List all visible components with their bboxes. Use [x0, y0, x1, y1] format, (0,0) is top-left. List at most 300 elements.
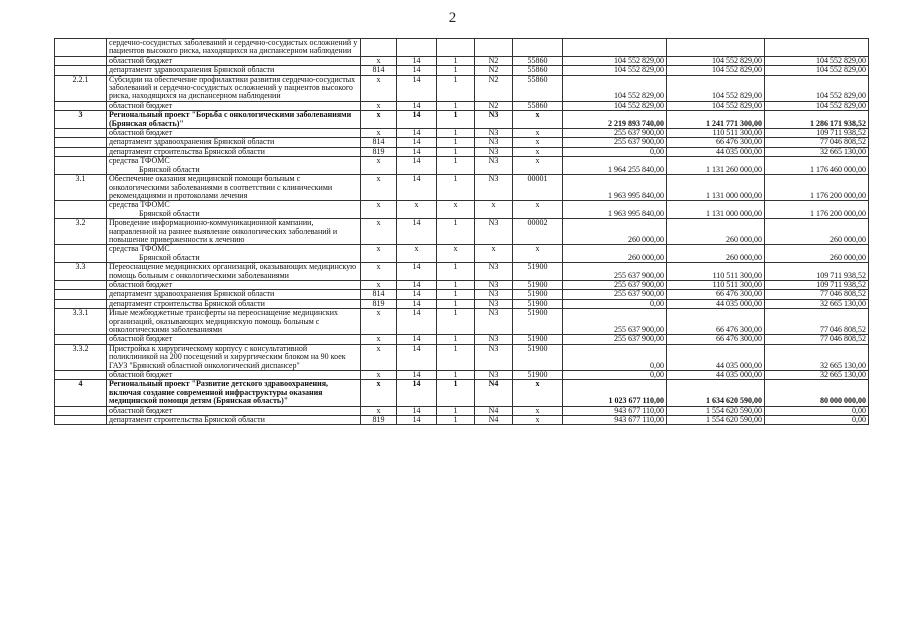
amount-year-2: 66 476 300,00 — [667, 309, 765, 335]
subsection-code: 1 — [437, 371, 475, 380]
table-row — [55, 101, 869, 110]
amount-year-2: 110 511 300,00 — [667, 129, 765, 138]
section-code: 14 — [397, 147, 437, 156]
section-code: 14 — [397, 380, 437, 406]
expense-direction-code: x — [513, 416, 563, 425]
item-name-text: средства ТФОМС — [109, 200, 170, 210]
amount-year-2: 1 554 620 590,00 — [667, 416, 765, 425]
item-name — [107, 309, 361, 335]
grbs-code: x — [361, 101, 397, 110]
item-name — [107, 371, 361, 380]
expense-direction-code: 51900 — [513, 299, 563, 308]
item-name — [107, 406, 361, 415]
amount-year-2: 1 131 260 000,00 — [667, 157, 765, 175]
table-row — [55, 219, 869, 245]
amount-year-3: 32 665 130,00 — [765, 299, 869, 308]
target-program-code: N3 — [475, 290, 513, 299]
expense-direction-code: 51900 — [513, 290, 563, 299]
amount-year-3: 104 552 829,00 — [765, 66, 869, 75]
target-program-code: N3 — [475, 219, 513, 245]
row-number — [55, 66, 107, 75]
subsection-code: 1 — [437, 101, 475, 110]
amount-year-3: 32 665 130,00 — [765, 344, 869, 370]
amount-year-3: 260 000,00 — [765, 245, 869, 263]
item-name-text: департамент строительства Брянской области — [109, 415, 265, 425]
item-name — [107, 201, 361, 219]
item-name-text: Иные межбюджетные трансферты на переоснащение медицинских организаций, оказывающих медицинскую помощь больным с онкологическими заболеваниями — [109, 308, 339, 334]
amount-year-3: 0,00 — [765, 406, 869, 415]
item-name — [107, 245, 361, 263]
amount-year-1: 255 637 900,00 — [563, 263, 667, 281]
table-row — [55, 147, 869, 156]
target-program-code: N4 — [475, 406, 513, 415]
expense-direction-code — [513, 39, 563, 57]
page-number: 2 — [448, 10, 457, 26]
table-row — [55, 245, 869, 263]
table-row — [55, 138, 869, 147]
subsection-code: 1 — [437, 66, 475, 75]
subsection-code: 1 — [437, 280, 475, 289]
grbs-code: x — [361, 280, 397, 289]
subsection-code: 1 — [437, 263, 475, 281]
item-name-text: областной бюджет — [109, 370, 173, 380]
target-program-code: N3 — [475, 280, 513, 289]
item-name-text: Региональный проект "Развитие детского здравоохранения, включая создание современной инфраструктуры оказания медицинской помощи детям (Брянская область)" — [109, 379, 329, 406]
grbs-code: x — [361, 56, 397, 65]
item-name-text: департамент здравоохранения Брянской области — [109, 289, 275, 299]
item-name — [107, 335, 361, 344]
row-number — [55, 129, 107, 138]
item-name — [107, 129, 361, 138]
grbs-code: x — [361, 201, 397, 219]
subsection-code: 1 — [437, 147, 475, 156]
expense-direction-code: 55860 — [513, 56, 563, 65]
section-code: 14 — [397, 138, 437, 147]
item-name-text: департамент здравоохранения Брянской области — [109, 137, 275, 147]
amount-year-1: 255 637 900,00 — [563, 290, 667, 299]
item-name-text: областной бюджет — [109, 128, 173, 138]
amount-year-1: 0,00 — [563, 344, 667, 370]
item-name-text: областной бюджет — [109, 406, 173, 415]
section-code: 14 — [397, 280, 437, 289]
row-number: 4 — [55, 380, 107, 406]
section-code: 14 — [397, 101, 437, 110]
table-row — [55, 111, 869, 129]
section-code: x — [397, 201, 437, 219]
amount-year-3: 1 176 200 000,00 — [765, 201, 869, 219]
row-number — [55, 56, 107, 65]
target-program-code: N2 — [475, 66, 513, 75]
target-program-code: N3 — [475, 111, 513, 129]
target-program-code: N3 — [475, 335, 513, 344]
grbs-code: x — [361, 371, 397, 380]
table-row — [55, 380, 869, 406]
target-program-code: x — [475, 201, 513, 219]
item-name — [107, 175, 361, 201]
target-program-code — [475, 39, 513, 57]
item-name-text: департамент здравоохранения Брянской области — [109, 65, 275, 75]
amount-year-3: 1 176 200 000,00 — [765, 175, 869, 201]
item-name-text: областной бюджет — [109, 280, 173, 289]
item-name-text: сердечно-сосудистых заболеваний и сердечно-сосудистых осложнений у пациентов высокого риска, находящихся на диспансерном наблюдении — [109, 38, 358, 56]
target-program-code: N3 — [475, 157, 513, 175]
table-row — [55, 201, 869, 219]
section-code: 14 — [397, 56, 437, 65]
target-program-code: N3 — [475, 129, 513, 138]
item-name-subtext: Брянской области — [139, 164, 200, 174]
amount-year-3: 109 711 938,52 — [765, 263, 869, 281]
section-code: 14 — [397, 66, 437, 75]
target-program-code: N4 — [475, 416, 513, 425]
row-number — [55, 416, 107, 425]
amount-year-3: 77 046 808,52 — [765, 138, 869, 147]
expense-direction-code: x — [513, 138, 563, 147]
item-name — [107, 147, 361, 156]
row-number: 3 — [55, 111, 107, 129]
table-row — [55, 335, 869, 344]
subsection-code: 1 — [437, 299, 475, 308]
amount-year-1: 1 023 677 110,00 — [563, 380, 667, 406]
subsection-code: 1 — [437, 335, 475, 344]
amount-year-1: 255 637 900,00 — [563, 129, 667, 138]
grbs-code: x — [361, 245, 397, 263]
grbs-code: x — [361, 75, 397, 101]
grbs-code: x — [361, 129, 397, 138]
target-program-code: N3 — [475, 371, 513, 380]
budget-table — [54, 38, 869, 425]
expense-direction-code: 51900 — [513, 335, 563, 344]
expense-direction-code: 00001 — [513, 175, 563, 201]
amount-year-1: 255 637 900,00 — [563, 280, 667, 289]
grbs-code: x — [361, 157, 397, 175]
row-number — [55, 299, 107, 308]
item-name — [107, 380, 361, 406]
target-program-code: N3 — [475, 138, 513, 147]
item-name — [107, 344, 361, 370]
expense-direction-code: x — [513, 380, 563, 406]
subsection-code: x — [437, 245, 475, 263]
section-code: 14 — [397, 406, 437, 415]
amount-year-2: 104 552 829,00 — [667, 101, 765, 110]
table-row — [55, 66, 869, 75]
amount-year-3: 80 000 000,00 — [765, 380, 869, 406]
expense-direction-code: x — [513, 129, 563, 138]
subsection-code: 1 — [437, 56, 475, 65]
amount-year-1 — [563, 39, 667, 57]
amount-year-3: 0,00 — [765, 416, 869, 425]
amount-year-2: 1 241 771 300,00 — [667, 111, 765, 129]
row-number: 3.3 — [55, 263, 107, 281]
item-name — [107, 75, 361, 101]
expense-direction-code: 00002 — [513, 219, 563, 245]
item-name — [107, 280, 361, 289]
amount-year-1: 104 552 829,00 — [563, 75, 667, 101]
amount-year-2: 44 035 000,00 — [667, 371, 765, 380]
table-row — [55, 75, 869, 101]
amount-year-2: 110 511 300,00 — [667, 280, 765, 289]
subsection-code: 1 — [437, 344, 475, 370]
item-name-text: Обеспечение оказания медицинской помощи больным с онкологическими заболеваниями в соответствии с клиническими рекомендациями и протоколами лечения — [109, 174, 333, 200]
amount-year-3: 1 286 171 938,52 — [765, 111, 869, 129]
grbs-code: x — [361, 111, 397, 129]
subsection-code: 1 — [437, 138, 475, 147]
amount-year-3: 260 000,00 — [765, 219, 869, 245]
grbs-code: 814 — [361, 138, 397, 147]
amount-year-2 — [667, 39, 765, 57]
target-program-code: N3 — [475, 263, 513, 281]
row-number: 3.3.1 — [55, 309, 107, 335]
subsection-code: 1 — [437, 129, 475, 138]
table-row — [55, 344, 869, 370]
section-code: 14 — [397, 335, 437, 344]
section-code — [397, 39, 437, 57]
section-code: 14 — [397, 219, 437, 245]
section-code: 14 — [397, 344, 437, 370]
grbs-code: 814 — [361, 290, 397, 299]
section-code: 14 — [397, 129, 437, 138]
amount-year-1: 260 000,00 — [563, 245, 667, 263]
section-code: 14 — [397, 111, 437, 129]
item-name — [107, 290, 361, 299]
grbs-code: x — [361, 344, 397, 370]
grbs-code: 819 — [361, 147, 397, 156]
expense-direction-code: 51900 — [513, 280, 563, 289]
amount-year-2: 66 476 300,00 — [667, 335, 765, 344]
row-number — [55, 157, 107, 175]
amount-year-3: 32 665 130,00 — [765, 371, 869, 380]
table-row — [55, 309, 869, 335]
subsection-code: 1 — [437, 309, 475, 335]
amount-year-3: 1 176 460 000,00 — [765, 157, 869, 175]
section-code: 14 — [397, 309, 437, 335]
amount-year-1: 2 219 893 740,00 — [563, 111, 667, 129]
grbs-code: x — [361, 175, 397, 201]
amount-year-1: 1 963 995 840,00 — [563, 201, 667, 219]
grbs-code: 814 — [361, 66, 397, 75]
section-code: 14 — [397, 416, 437, 425]
amount-year-2: 104 552 829,00 — [667, 66, 765, 75]
expense-direction-code: x — [513, 201, 563, 219]
target-program-code: N3 — [475, 147, 513, 156]
amount-year-3: 77 046 808,52 — [765, 290, 869, 299]
row-number — [55, 371, 107, 380]
target-program-code: N4 — [475, 380, 513, 406]
item-name-text: департамент строительства Брянской области — [109, 299, 265, 308]
row-number — [55, 147, 107, 156]
target-program-code: N2 — [475, 75, 513, 101]
row-number — [55, 138, 107, 147]
subsection-code: 1 — [437, 290, 475, 299]
item-name-text: Региональный проект "Борьба с онкологическими заболеваниями (Брянская область)" — [109, 110, 352, 128]
row-number: 3.2 — [55, 219, 107, 245]
table-row — [55, 280, 869, 289]
amount-year-3: 32 665 130,00 — [765, 147, 869, 156]
item-name — [107, 219, 361, 245]
amount-year-1: 255 637 900,00 — [563, 335, 667, 344]
subsection-code: 1 — [437, 219, 475, 245]
target-program-code: N2 — [475, 101, 513, 110]
expense-direction-code: 55860 — [513, 66, 563, 75]
table-row — [55, 290, 869, 299]
section-code: 14 — [397, 299, 437, 308]
amount-year-2: 110 511 300,00 — [667, 263, 765, 281]
amount-year-2: 66 476 300,00 — [667, 290, 765, 299]
item-name-text: средства ТФОМС — [109, 156, 170, 166]
item-name-text: областной бюджет — [109, 101, 173, 110]
row-number — [55, 335, 107, 344]
amount-year-1: 104 552 829,00 — [563, 56, 667, 65]
row-number — [55, 245, 107, 263]
row-number — [55, 201, 107, 219]
table-row — [55, 371, 869, 380]
item-name-subtext: Брянской области — [139, 208, 200, 218]
expense-direction-code: 55860 — [513, 101, 563, 110]
item-name-text: департамент строительства Брянской области — [109, 147, 265, 156]
expense-direction-code: 51900 — [513, 371, 563, 380]
row-number — [55, 406, 107, 415]
item-name — [107, 299, 361, 308]
expense-direction-code: x — [513, 147, 563, 156]
item-name — [107, 138, 361, 147]
grbs-code — [361, 39, 397, 57]
amount-year-3: 77 046 808,52 — [765, 309, 869, 335]
expense-direction-code: x — [513, 111, 563, 129]
subsection-code: x — [437, 201, 475, 219]
grbs-code: x — [361, 263, 397, 281]
expense-direction-code: 51900 — [513, 309, 563, 335]
section-code: 14 — [397, 290, 437, 299]
table-row — [55, 406, 869, 415]
amount-year-2: 1 634 620 590,00 — [667, 380, 765, 406]
amount-year-1: 104 552 829,00 — [563, 66, 667, 75]
item-name-text: областной бюджет — [109, 56, 173, 65]
target-program-code: N2 — [475, 56, 513, 65]
subsection-code: 1 — [437, 75, 475, 101]
amount-year-1: 943 677 110,00 — [563, 406, 667, 415]
target-program-code: N3 — [475, 309, 513, 335]
amount-year-3: 109 711 938,52 — [765, 129, 869, 138]
amount-year-2: 44 035 000,00 — [667, 344, 765, 370]
row-number: 3.3.2 — [55, 344, 107, 370]
item-name-text: областной бюджет — [109, 334, 173, 344]
table-row — [55, 56, 869, 65]
expense-direction-code: x — [513, 157, 563, 175]
item-name — [107, 111, 361, 129]
item-name-text: средства ТФОМС — [109, 244, 170, 254]
target-program-code: N3 — [475, 344, 513, 370]
table-row — [55, 263, 869, 281]
expense-direction-code: 51900 — [513, 263, 563, 281]
amount-year-2: 1 554 620 590,00 — [667, 406, 765, 415]
grbs-code: x — [361, 219, 397, 245]
target-program-code: x — [475, 245, 513, 263]
expense-direction-code: 51900 — [513, 344, 563, 370]
item-name — [107, 101, 361, 110]
amount-year-3: 109 711 938,52 — [765, 280, 869, 289]
grbs-code: 819 — [361, 416, 397, 425]
table-row — [55, 39, 869, 57]
item-name — [107, 416, 361, 425]
section-code: 14 — [397, 157, 437, 175]
amount-year-1: 0,00 — [563, 147, 667, 156]
amount-year-3: 104 552 829,00 — [765, 56, 869, 65]
grbs-code: 819 — [361, 299, 397, 308]
amount-year-3: 104 552 829,00 — [765, 75, 869, 101]
subsection-code: 1 — [437, 406, 475, 415]
grbs-code: x — [361, 380, 397, 406]
amount-year-2: 104 552 829,00 — [667, 56, 765, 65]
amount-year-2: 44 035 000,00 — [667, 299, 765, 308]
table-row — [55, 175, 869, 201]
expense-direction-code: 55860 — [513, 75, 563, 101]
amount-year-2: 1 131 000 000,00 — [667, 201, 765, 219]
subsection-code: 1 — [437, 157, 475, 175]
amount-year-2: 1 131 000 000,00 — [667, 175, 765, 201]
section-code: 14 — [397, 371, 437, 380]
subsection-code — [437, 39, 475, 57]
section-code: 14 — [397, 263, 437, 281]
row-number: 2.2.1 — [55, 75, 107, 101]
item-name — [107, 157, 361, 175]
row-number — [55, 290, 107, 299]
row-number — [55, 39, 107, 57]
amount-year-1: 0,00 — [563, 299, 667, 308]
item-name — [107, 56, 361, 65]
item-name-text: Пристройка к хирургическому корпусу с консультативной поликлиникой на 200 посещений и хирургическим блоком на 90 коек ГАУЗ "Брянский областной онкологический диспансер" — [109, 344, 346, 370]
row-number — [55, 280, 107, 289]
table-row — [55, 416, 869, 425]
amount-year-3: 104 552 829,00 — [765, 101, 869, 110]
amount-year-1: 943 677 110,00 — [563, 416, 667, 425]
grbs-code: x — [361, 406, 397, 415]
section-code: 14 — [397, 175, 437, 201]
subsection-code: 1 — [437, 111, 475, 129]
amount-year-1: 1 964 255 840,00 — [563, 157, 667, 175]
subsection-code: 1 — [437, 175, 475, 201]
amount-year-1: 104 552 829,00 — [563, 101, 667, 110]
item-name — [107, 39, 361, 57]
item-name — [107, 263, 361, 281]
amount-year-2: 260 000,00 — [667, 245, 765, 263]
expense-direction-code: x — [513, 406, 563, 415]
table-row — [55, 129, 869, 138]
subsection-code: 1 — [437, 416, 475, 425]
grbs-code: x — [361, 309, 397, 335]
section-code: x — [397, 245, 437, 263]
item-name — [107, 66, 361, 75]
item-name-text: Проведение информационно-коммуникационной кампании, направленной на раннее выявление онкологических заболеваний и повышение приверженности к лечению — [109, 218, 338, 244]
amount-year-1: 0,00 — [563, 371, 667, 380]
expense-direction-code: x — [513, 245, 563, 263]
amount-year-2: 44 035 000,00 — [667, 147, 765, 156]
target-program-code: N3 — [475, 175, 513, 201]
section-code: 14 — [397, 75, 437, 101]
item-name-text: Переоснащение медицинских организаций, оказывающих медицинскую помощь больным с онкологическими заболеваниями — [109, 262, 357, 280]
amount-year-3 — [765, 39, 869, 57]
row-number — [55, 101, 107, 110]
amount-year-2: 104 552 829,00 — [667, 75, 765, 101]
amount-year-1: 260 000,00 — [563, 219, 667, 245]
amount-year-3: 77 046 808,52 — [765, 335, 869, 344]
subsection-code: 1 — [437, 380, 475, 406]
grbs-code: x — [361, 335, 397, 344]
amount-year-2: 66 476 300,00 — [667, 138, 765, 147]
item-name-text: Субсидии на обеспечение профилактики развития сердечно-сосудистых заболеваний и сердечно-сосудистых осложнений у пациентов высокого риска, находящихся на диспансерном наблюдении — [109, 75, 356, 101]
table-row — [55, 157, 869, 175]
row-number: 3.1 — [55, 175, 107, 201]
amount-year-1: 255 637 900,00 — [563, 309, 667, 335]
amount-year-1: 255 637 900,00 — [563, 138, 667, 147]
